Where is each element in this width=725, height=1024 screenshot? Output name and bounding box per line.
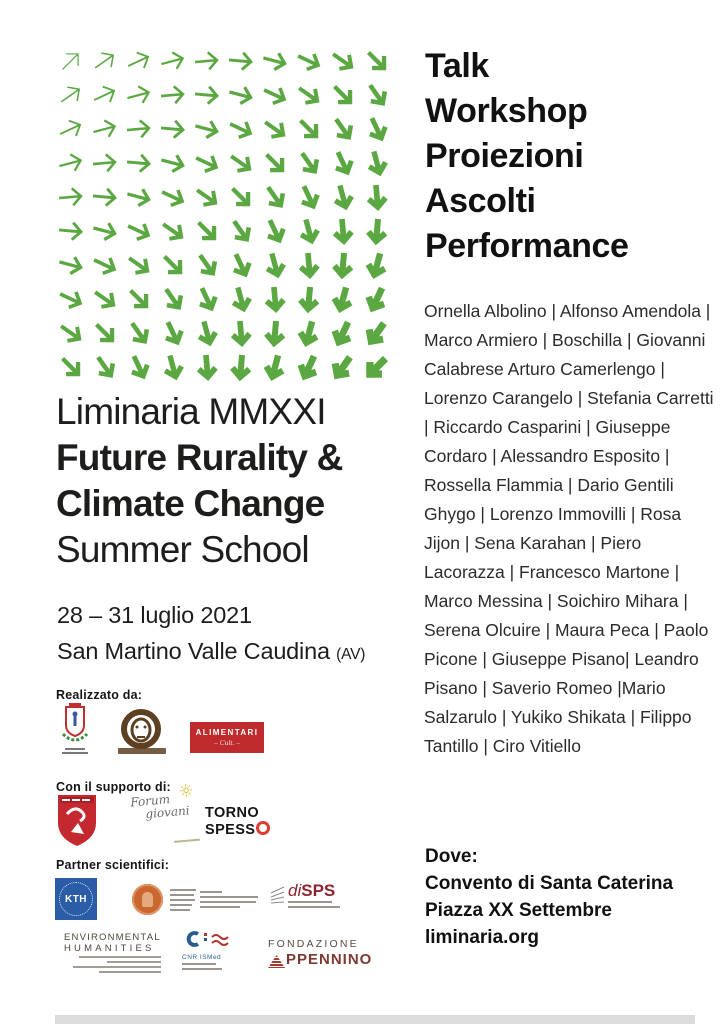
cnr-ismed-mark xyxy=(182,930,240,948)
arrow-icon xyxy=(258,248,292,282)
supporto-label: Con il supporto di: xyxy=(56,780,171,794)
bottom-edge-strip xyxy=(55,1015,695,1024)
arrow-icon xyxy=(292,214,326,248)
arrow-icon xyxy=(292,112,326,146)
arrow-icon xyxy=(326,78,360,112)
bull-logo-caption xyxy=(118,748,166,754)
heading-performance: Performance xyxy=(425,227,629,265)
title-line-2: Future Rurality & xyxy=(56,437,343,478)
arrow-icon xyxy=(190,78,224,112)
kth-logo xyxy=(55,878,97,920)
arrow-icon xyxy=(326,112,360,146)
arrow-icon xyxy=(258,350,292,384)
arrow-icon xyxy=(224,248,258,282)
forum-logo-line2: giovani xyxy=(144,803,191,822)
date-location xyxy=(57,597,365,673)
disps-logo xyxy=(268,882,340,908)
arrow-icon xyxy=(258,282,292,316)
fan-lines-icon xyxy=(268,884,286,908)
arrow-icon xyxy=(326,316,360,350)
arrow-icon xyxy=(122,350,156,384)
arrow-icon xyxy=(360,180,394,214)
arrow-icon xyxy=(292,180,326,214)
arrow-icon xyxy=(292,146,326,180)
arrow-icon xyxy=(156,282,190,316)
arrow-icon xyxy=(258,78,292,112)
fondazione-logo-line1: FONDAZIONE xyxy=(268,938,359,950)
arrow-icon xyxy=(88,282,122,316)
arrow-icon xyxy=(54,180,88,214)
location-line xyxy=(57,633,365,673)
fondazione-logo-line2: PPENNINO xyxy=(268,951,372,968)
arrow-icon xyxy=(54,78,88,112)
pro-loco-shield-logo xyxy=(57,794,97,848)
title-line-3: Climate Change xyxy=(56,483,325,524)
arrow-icon xyxy=(122,248,156,282)
arrow-icon xyxy=(360,112,394,146)
arrow-icon xyxy=(122,214,156,248)
kth-logo-text: KTH xyxy=(64,893,88,905)
realizzato-label: Realizzato da: xyxy=(56,688,143,702)
title-line-1: Liminaria MMXXI xyxy=(56,391,326,432)
alimentari-logo-subtext: – Cult. – xyxy=(213,738,241,747)
title-line-4: Summer School xyxy=(56,529,309,570)
arrow-icon xyxy=(258,112,292,146)
partner-label: Partner scientifici: xyxy=(56,858,170,872)
arrow-icon xyxy=(122,316,156,350)
arrow-icon xyxy=(88,78,122,112)
heading-ascolti: Ascolti xyxy=(425,182,536,220)
illegible-text-lines xyxy=(182,963,246,970)
arrow-icon xyxy=(122,78,156,112)
arrow-icon xyxy=(326,282,360,316)
arrow-icon xyxy=(190,282,224,316)
arrow-icon xyxy=(258,44,292,78)
date-line: 28 – 31 luglio 2021 xyxy=(57,602,252,628)
venue-name: Convento di Santa Caterina xyxy=(425,873,674,894)
arrow-icon xyxy=(190,180,224,214)
torno-logo-line1: TORNO xyxy=(205,805,260,821)
cnr-logo-text: CNR ISMed xyxy=(182,954,222,961)
arrow-icon xyxy=(258,214,292,248)
arrow-icon xyxy=(54,282,88,316)
arrow-icon xyxy=(190,316,224,350)
arrow-icon xyxy=(326,214,360,248)
arrow-icon xyxy=(88,248,122,282)
arrow-icon xyxy=(190,146,224,180)
arrow-icon xyxy=(224,282,258,316)
torno-spesso-logo xyxy=(205,806,270,838)
arrow-icon xyxy=(54,316,88,350)
arrow-icon xyxy=(224,350,258,384)
illegible-text-lines xyxy=(200,891,258,908)
arrow-icon xyxy=(54,350,88,384)
arrow-icon xyxy=(122,180,156,214)
arrow-icon xyxy=(190,44,224,78)
disps-logo-text: diSPS xyxy=(288,881,336,900)
arrow-icon xyxy=(190,350,224,384)
arrow-icon xyxy=(360,282,394,316)
arrow-icon xyxy=(326,146,360,180)
sun-icon: ☼ xyxy=(177,780,195,803)
arrow-icon xyxy=(156,350,190,384)
heading-talk: Talk xyxy=(425,47,489,85)
arrow-icon xyxy=(156,316,190,350)
bull-emblem-logo xyxy=(120,708,162,750)
arrow-icon xyxy=(54,146,88,180)
triangle-a-icon xyxy=(268,955,285,968)
arrow-icon xyxy=(258,146,292,180)
arrow-icon xyxy=(224,112,258,146)
arrow-icon xyxy=(88,214,122,248)
arrow-icon xyxy=(292,248,326,282)
arrow-icon xyxy=(360,350,394,384)
arrow-icon xyxy=(88,180,122,214)
comune-san-martino-crest-logo xyxy=(58,702,92,758)
arrow-icon xyxy=(54,248,88,282)
website-link[interactable]: liminaria.org xyxy=(425,927,540,948)
arrow-icon xyxy=(156,180,190,214)
venue-block xyxy=(425,843,673,951)
arrow-icon xyxy=(156,44,190,78)
cnr-ismed-logo xyxy=(182,930,246,970)
arrow-icon xyxy=(122,44,156,78)
fondazione-appennino-logo xyxy=(268,938,372,968)
arrow-icon xyxy=(190,112,224,146)
torno-logo-line2: SPESS xyxy=(205,822,256,838)
arrow-icon xyxy=(156,146,190,180)
illegible-text-lines xyxy=(64,956,161,973)
arrow-icon xyxy=(326,180,360,214)
arrow-icon xyxy=(292,350,326,384)
alimentari-logo-text: ALIMENTARI xyxy=(195,728,259,737)
forum-giovani-logo xyxy=(116,780,204,849)
venue-label: Dove: xyxy=(425,846,478,867)
arrow-icon xyxy=(224,316,258,350)
alimentari-cult-logo xyxy=(190,722,264,753)
arrow-icon xyxy=(54,214,88,248)
heading-proiezioni: Proiezioni xyxy=(425,137,584,175)
arrow-icon xyxy=(156,78,190,112)
illegible-text-lines xyxy=(170,889,196,911)
forum-logo-underline xyxy=(174,839,200,843)
arrow-icon xyxy=(54,112,88,146)
arrow-icon xyxy=(88,316,122,350)
venue-address: Piazza XX Settembre xyxy=(425,900,612,921)
arrow-icon xyxy=(156,214,190,248)
page-title xyxy=(56,389,343,573)
arrow-icon xyxy=(224,78,258,112)
env-logo-line2: HUMANITIES xyxy=(64,943,155,954)
heading-workshop: Workshop xyxy=(425,92,588,130)
arrow-icon xyxy=(258,180,292,214)
arrow-field xyxy=(54,44,394,384)
event-types-heading xyxy=(425,44,628,269)
arrow-icon xyxy=(326,350,360,384)
participants-list: Ornella Albolino | Alfonso Amendola | Marco Armiero | Boschilla | Giovanni Calabrese Arturo Camerlengo | Lorenzo Carangelo | Stefania Carretti | Riccardo Casparini | Giuseppe Cordaro | Alessandro Esposito | Rossella Flammia | Dario Gentili Ghygo | Lorenzo Immovilli | Rosa Jijon | Sena Karahan | Piero Lacorazza | Francesco Martone | Marco Messina | Soichiro Mihara | Serena Olcuire | Maura Peca | Paolo Picone | Giuseppe Pisano| Leandro Pisano | Saverio Romeo |Mario Salzarulo | Yukiko Shikata | Filippo Tantillo | Ciro Vitiello xyxy=(424,301,714,756)
arrow-icon xyxy=(122,282,156,316)
university-seal-logo xyxy=(132,884,163,915)
kth-seal xyxy=(59,882,93,916)
arrow-icon xyxy=(190,248,224,282)
arrow-icon xyxy=(360,214,394,248)
arrow-icon xyxy=(156,248,190,282)
arrow-icon xyxy=(292,316,326,350)
arrow-icon xyxy=(88,44,122,78)
arrow-icon xyxy=(122,112,156,146)
forum-logo-line1: Forum xyxy=(129,792,171,810)
arrow-icon xyxy=(88,112,122,146)
arrow-icon xyxy=(326,44,360,78)
arrow-icon xyxy=(292,44,326,78)
location-text: San Martino Valle Caudina xyxy=(57,638,330,664)
arrow-icon xyxy=(224,44,258,78)
environmental-humanities-logo xyxy=(64,932,161,973)
arrow-icon xyxy=(88,146,122,180)
arrow-icon xyxy=(224,180,258,214)
arrow-icon xyxy=(54,44,88,78)
arrow-icon xyxy=(156,112,190,146)
arrow-icon xyxy=(360,146,394,180)
arrow-icon xyxy=(224,214,258,248)
env-logo-line1: ENVIRONMENTAL xyxy=(64,932,161,943)
arrow-icon xyxy=(360,44,394,78)
arrow-icon xyxy=(326,248,360,282)
illegible-text-lines xyxy=(288,901,340,908)
arrow-icon xyxy=(360,316,394,350)
arrow-icon xyxy=(122,146,156,180)
arrow-icon xyxy=(360,248,394,282)
arrow-icon xyxy=(190,214,224,248)
location-province: (AV) xyxy=(336,646,366,663)
arrow-icon xyxy=(360,78,394,112)
arrow-icon xyxy=(258,316,292,350)
red-circle-icon xyxy=(256,821,270,835)
arrow-icon xyxy=(88,350,122,384)
arrow-icon xyxy=(292,282,326,316)
arrow-icon xyxy=(292,78,326,112)
arrow-icon xyxy=(224,146,258,180)
